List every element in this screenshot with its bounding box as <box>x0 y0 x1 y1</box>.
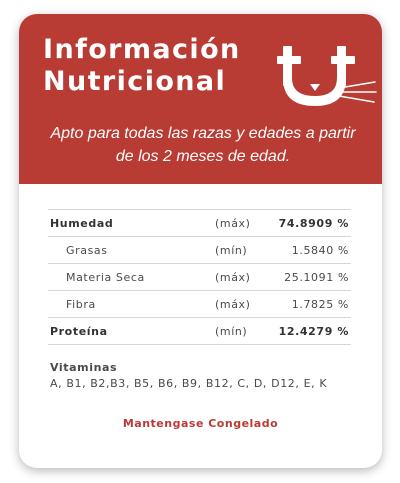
nutrient-value: 25.1091 % <box>284 271 349 284</box>
nutrient-name: Fibra <box>66 298 96 311</box>
nutrient-limit: (máx) <box>215 271 251 284</box>
nutrient-value: 74.8909 % <box>278 217 349 230</box>
table-row <box>48 291 351 318</box>
nutrient-value: 12.4279 % <box>278 325 349 338</box>
nutrient-value: 1.5840 % <box>291 244 349 257</box>
subtitle: Apto para todas las razas y edades a partir de los 2 meses de edad. <box>50 125 356 165</box>
nutrient-name: Humedad <box>50 217 114 230</box>
nutrition-card <box>19 14 382 468</box>
page-title <box>43 34 241 98</box>
nutrient-limit: (máx) <box>215 217 251 230</box>
nutrition-table <box>48 209 351 345</box>
storage-note: Mantengase Congelado <box>122 417 279 430</box>
nutrient-value: 1.7825 % <box>291 298 349 311</box>
table-row <box>48 237 351 264</box>
vitamins-title: Vitaminas <box>50 361 118 374</box>
card-header <box>19 14 382 184</box>
nutrient-name: Proteína <box>50 325 108 338</box>
table-row <box>48 210 351 237</box>
nutrient-name: Grasas <box>66 244 108 257</box>
table-row <box>48 264 351 291</box>
nutrient-limit: (mín) <box>215 325 248 338</box>
cat-brand-logo-icon <box>277 44 377 114</box>
table-row <box>48 318 351 345</box>
nutrient-limit: (mín) <box>215 244 248 257</box>
nutrient-name: Materia Seca <box>66 271 145 284</box>
nutrient-limit: (máx) <box>215 298 251 311</box>
vitamins-list: A, B1, B2,B3, B5, B6, B9, B12, C, D, D12, E, K <box>50 377 328 390</box>
title-line-1: Información <box>43 34 241 65</box>
title-line-2: Nutricional <box>43 66 227 97</box>
